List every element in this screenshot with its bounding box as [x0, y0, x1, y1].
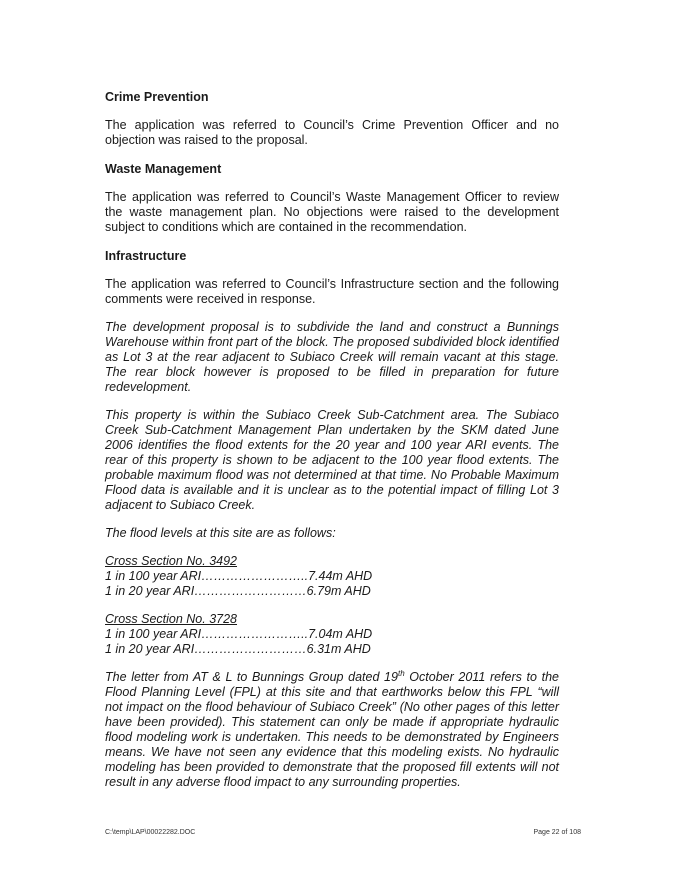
cross-section-title: Cross Section No. 3492 — [105, 554, 238, 568]
cross-section-3492 — [105, 554, 559, 599]
cross-section-3728 — [105, 612, 559, 657]
paragraph-development-proposal: The development proposal is to subdivide the land and construct a Bunnings Warehouse within front part of the block. The proposed subdivided block identified as Lot 3 at the rear adjacent to Subiaco Creek will remain vacant at this stage. The rear block however is proposed to be filled in preparation for future redevelopment. — [105, 320, 559, 394]
letter-text-rest: October 2011 refers to the Flood Planning Level (FPL) at this site and that earthworks below this FPL “will not impact on the flood behaviour of Subiaco Creek” (No other pages of this letter have been provided). This statement can only be made if appropriate hydraulic flood modeling work is undertaken. This needs to be demonstrated by Engineers means. We have not seen any evidence that this modeling exists. No hydraulic modeling has been provided to demonstrate that the proposed fill extents will not result in any adverse flood impact to any surrounding properties. — [105, 670, 559, 789]
cross-section-row: 1 in 20 year ARI………………………6.79m AHD — [105, 584, 371, 598]
cross-section-title: Cross Section No. 3728 — [105, 612, 238, 626]
heading-infrastructure: Infrastructure — [105, 249, 187, 263]
cross-section-row: 1 in 100 year ARI……………………..7.44m AHD — [105, 569, 373, 583]
paragraph-crime-prevention: The application was referred to Council’s Crime Prevention Officer and no objection was raised to the proposal. — [105, 118, 559, 147]
heading-waste-management: Waste Management — [105, 162, 222, 176]
heading-crime-prevention: Crime Prevention — [105, 90, 209, 104]
footer-page-number: Page 22 of 108 — [533, 829, 581, 836]
letter-date-suffix: th — [397, 668, 405, 678]
paragraph-flood-intro: The flood levels at this site are as follows: — [105, 526, 336, 540]
paragraph-letter — [105, 670, 559, 790]
document-body — [105, 89, 559, 790]
footer-file-path: C:\temp\LAP\00022282.DOC — [105, 829, 196, 836]
paragraph-sub-catchment: This property is within the Subiaco Creek Sub-Catchment area. The Subiaco Creek Sub-Catchment Management Plan undertaken by the SKM dated June 2006 identifies the flood extents for the 20 year and 100 year ARI events. The rear of this property is shown to be adjacent to the 100 year flood extents. The probable maximum flood was not determined at that time. No Probable Maximum Flood data is available and it is unclear as to the potential impact of filling Lot 3 adjacent to Subiaco Creek. — [105, 408, 559, 512]
cross-section-row: 1 in 20 year ARI………………………6.31m AHD — [105, 642, 371, 656]
paragraph-infrastructure: The application was referred to Council’s Infrastructure section and the following comments were received in response. — [105, 277, 559, 306]
paragraph-waste-management: The application was referred to Council’s Waste Management Officer to review the waste management plan. No objections were raised to the development subject to conditions which are contained in the recommendation. — [105, 190, 559, 234]
letter-text-start: The letter from AT & L to Bunnings Group dated 19 — [105, 670, 398, 684]
cross-section-row: 1 in 100 year ARI……………………..7.04m AHD — [105, 627, 373, 641]
